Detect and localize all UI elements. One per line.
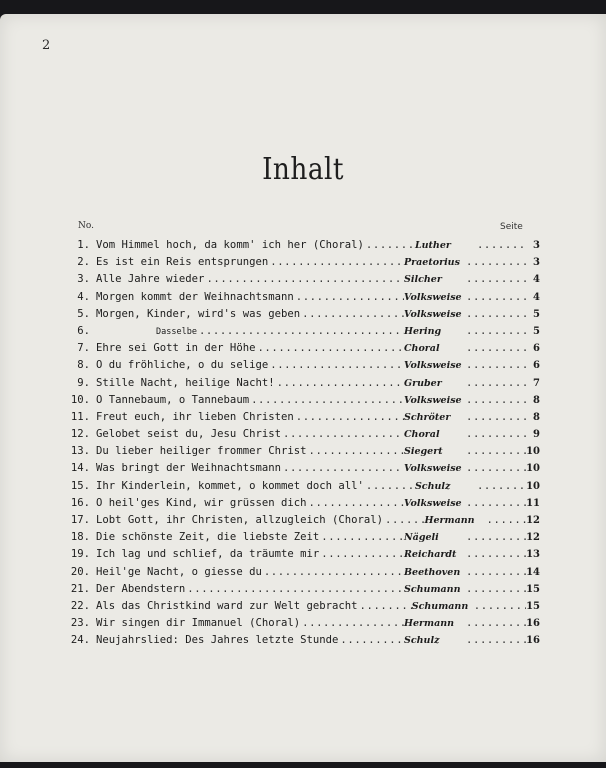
dot-leader — [487, 514, 527, 526]
entry-page: 15 — [526, 583, 540, 595]
entry-page: 10 — [526, 480, 540, 492]
entry-title: Die schönste Zeit, die liebste Zeit — [96, 531, 320, 544]
entry-page: 10 — [526, 463, 540, 475]
entry-number: 10. — [70, 393, 90, 406]
entry-composer: Volksweise — [404, 463, 462, 475]
entry-composer: Volksweise — [404, 291, 462, 303]
entry-number: 12. — [70, 428, 90, 441]
dot-leader — [268, 256, 404, 268]
dot-leader — [249, 394, 404, 406]
dot-leader — [466, 548, 526, 560]
dot-leader — [364, 239, 415, 251]
dot-leader — [466, 411, 526, 423]
entry-page: 11 — [526, 497, 540, 509]
toc-entry — [60, 480, 540, 497]
entry-composer: Choral — [404, 343, 440, 355]
entry-page: 3 — [533, 257, 540, 269]
dot-leader — [466, 566, 526, 578]
dot-leader — [477, 480, 526, 492]
toc-entry — [60, 428, 540, 445]
entry-composer: Luther — [414, 240, 451, 251]
entry-title: Ehre sei Gott in der Höhe — [96, 342, 256, 355]
dot-leader — [255, 342, 404, 354]
entry-number: 8. — [77, 359, 90, 372]
entry-title: Gelobet seist du, Jesu Christ — [96, 428, 281, 441]
entry-number: 1. — [77, 239, 90, 251]
dot-leader — [338, 634, 404, 646]
entry-title: O Tannebaum, o Tannebaum — [96, 393, 250, 406]
entry-title: O du fröhliche, o du selige — [96, 359, 269, 372]
dot-leader — [204, 273, 404, 285]
dot-leader — [306, 445, 404, 457]
toc-entry — [60, 514, 540, 531]
dot-leader — [466, 273, 526, 285]
entry-page: 16 — [526, 618, 540, 630]
dot-leader — [466, 497, 526, 509]
toc-entry — [60, 617, 540, 634]
entry-composer: Volksweise — [404, 497, 462, 509]
dot-leader — [262, 566, 404, 578]
entry-title: Neujahrslied: Des Jahres letzte Stunde — [96, 634, 339, 647]
dot-leader — [466, 445, 526, 457]
dot-leader — [383, 514, 425, 526]
toc-entry — [60, 377, 540, 394]
entry-title: Was bringt der Weihnachtsmann — [96, 462, 281, 475]
entry-composer: Siegert — [404, 446, 443, 458]
entry-title: Als das Christkind ward zur Welt gebracht — [96, 599, 358, 612]
entry-number: 19. — [70, 548, 90, 561]
dot-leader — [306, 497, 404, 509]
entry-page: 5 — [533, 325, 540, 337]
entry-title: Heil'ge Nacht, o giesse du — [96, 565, 262, 578]
toc-entry — [60, 583, 540, 600]
entry-page: 10 — [526, 446, 540, 458]
toc-entry — [60, 342, 540, 359]
entry-title: Du lieber heiliger frommer Christ — [96, 445, 307, 458]
dot-leader — [466, 291, 526, 303]
entry-composer: Hermann — [424, 515, 475, 526]
table-of-contents — [60, 239, 540, 652]
dot-leader — [466, 394, 526, 406]
entry-title: Der Abendstern — [96, 582, 186, 595]
entry-composer: Reichardt — [404, 549, 457, 561]
dot-leader — [466, 583, 526, 595]
dot-leader — [364, 480, 415, 492]
entry-number: 5. — [77, 307, 90, 320]
entry-title: Freut euch, ihr lieben Christen — [96, 410, 294, 423]
toc-entry — [60, 273, 540, 290]
entry-title: Vom Himmel hoch, da komm' ich her (Choral) — [96, 239, 364, 251]
dot-leader — [281, 462, 404, 474]
dot-leader — [477, 239, 526, 251]
dot-leader — [319, 531, 404, 543]
column-header-seite: Seite — [500, 222, 523, 232]
entry-page: 8 — [533, 411, 540, 423]
dot-leader — [319, 548, 404, 560]
entry-number: 7. — [77, 342, 90, 355]
entry-title: Ihr Kinderlein, kommet, o kommet doch all' — [96, 479, 364, 492]
toc-entry — [60, 497, 540, 514]
entry-number: 24. — [70, 634, 90, 647]
dot-leader — [466, 634, 526, 646]
toc-entry — [60, 548, 540, 565]
entry-composer: Volksweise — [404, 360, 462, 372]
dot-leader — [294, 411, 404, 423]
toc-entry — [60, 291, 540, 308]
entry-page: 4 — [533, 274, 540, 286]
toc-entry — [60, 634, 540, 651]
entry-number: 23. — [70, 617, 90, 630]
entry-number: 11. — [70, 410, 90, 423]
entry-composer: Praetorius — [404, 257, 460, 269]
entry-title: Morgen kommt der Weihnachtsmann — [96, 290, 294, 303]
page-number: 2 — [42, 38, 51, 53]
entry-page: 12 — [526, 515, 541, 526]
entry-page: 6 — [533, 343, 540, 355]
entry-number: 18. — [70, 531, 90, 544]
entry-composer: Volksweise — [404, 308, 462, 320]
dot-leader — [275, 377, 404, 389]
toc-entry — [60, 566, 540, 583]
entry-composer: Schröter — [404, 411, 451, 423]
entry-composer: Volksweise — [404, 394, 462, 406]
toc-entry — [60, 411, 540, 428]
entry-composer: Beethoven — [404, 566, 461, 578]
dot-leader — [474, 600, 526, 612]
toc-entry — [60, 325, 540, 342]
dot-leader — [466, 531, 526, 543]
dot-leader — [358, 600, 412, 612]
entry-composer: Schumann — [404, 583, 461, 595]
dot-leader — [300, 308, 404, 320]
dot-leader — [466, 308, 526, 320]
dot-leader — [185, 583, 404, 595]
toc-entry — [60, 256, 540, 273]
dot-leader — [281, 428, 404, 440]
entry-number: 13. — [70, 445, 90, 458]
column-header-no: No. — [78, 221, 94, 231]
entry-page: 9 — [533, 429, 540, 441]
toc-entry — [60, 600, 540, 617]
entry-number: 2. — [77, 256, 90, 269]
entry-page: 13 — [526, 549, 540, 561]
entry-number: 22. — [70, 599, 90, 612]
entry-title: Es ist ein Reis entsprungen — [96, 256, 269, 269]
toc-entry — [60, 394, 540, 411]
dot-leader — [466, 325, 526, 337]
entry-number: 4. — [77, 290, 90, 303]
dot-leader — [466, 359, 526, 371]
toc-entry — [60, 308, 540, 325]
entry-number: 14. — [70, 462, 90, 475]
entry-composer: Silcher — [404, 274, 442, 286]
entry-composer: Hering — [404, 325, 442, 337]
toc-entry — [60, 239, 540, 256]
entry-page: 5 — [533, 308, 540, 320]
entry-composer: Hermann — [404, 618, 455, 630]
entry-composer: Nägeli — [404, 532, 439, 544]
entry-title: Dasselbe — [156, 326, 197, 337]
entry-page: 8 — [533, 394, 540, 406]
toc-entry — [60, 445, 540, 462]
dot-leader — [466, 617, 526, 629]
entry-page: 12 — [526, 532, 540, 544]
entry-title: Morgen, Kinder, wird's was geben — [96, 307, 301, 320]
entry-composer: Schulz — [404, 635, 440, 647]
dot-leader — [300, 617, 404, 629]
dot-leader — [268, 359, 404, 371]
entry-page: 14 — [526, 566, 540, 578]
dot-leader — [466, 377, 526, 389]
entry-number: 3. — [77, 273, 90, 286]
entry-composer: Choral — [404, 429, 440, 441]
entry-number: 16. — [70, 496, 90, 509]
entry-page: 4 — [533, 291, 540, 303]
entry-number: 17. — [70, 514, 90, 526]
entry-page: 15 — [526, 600, 540, 612]
entry-title: Alle Jahre wieder — [96, 273, 205, 286]
entry-title: Wir singen dir Immanuel (Choral) — [96, 617, 301, 630]
dot-leader — [466, 342, 526, 354]
dot-leader — [466, 428, 526, 440]
entry-title: Ich lag und schlief, da träumte mir — [96, 548, 320, 561]
dot-leader — [197, 325, 404, 337]
entry-number: 20. — [70, 565, 90, 578]
entry-title: Stille Nacht, heilige Nacht! — [96, 376, 275, 389]
toc-entry — [60, 462, 540, 479]
toc-entry — [60, 359, 540, 376]
entry-page: 6 — [533, 360, 540, 372]
toc-entry — [60, 531, 540, 548]
book-page — [0, 14, 606, 762]
entry-number: 15. — [70, 479, 90, 492]
dot-leader — [466, 462, 526, 474]
entry-page: 7 — [533, 377, 540, 389]
entry-number: 6. — [77, 324, 90, 337]
page-title: Inhalt — [262, 152, 344, 187]
entry-composer: Gruber — [404, 377, 442, 389]
dot-leader — [466, 256, 526, 268]
entry-number: 21. — [70, 582, 90, 595]
entry-composer: Schumann — [411, 600, 469, 612]
dot-leader — [294, 291, 404, 303]
entry-title: Lobt Gott, ihr Christen, allzugleich (Choral) — [96, 514, 384, 526]
entry-composer: Schulz — [414, 480, 451, 492]
entry-title: O heil'ges Kind, wir grüssen dich — [96, 496, 307, 509]
entry-number: 9. — [77, 376, 90, 389]
entry-page: 16 — [526, 635, 540, 647]
entry-page: 3 — [533, 240, 540, 251]
